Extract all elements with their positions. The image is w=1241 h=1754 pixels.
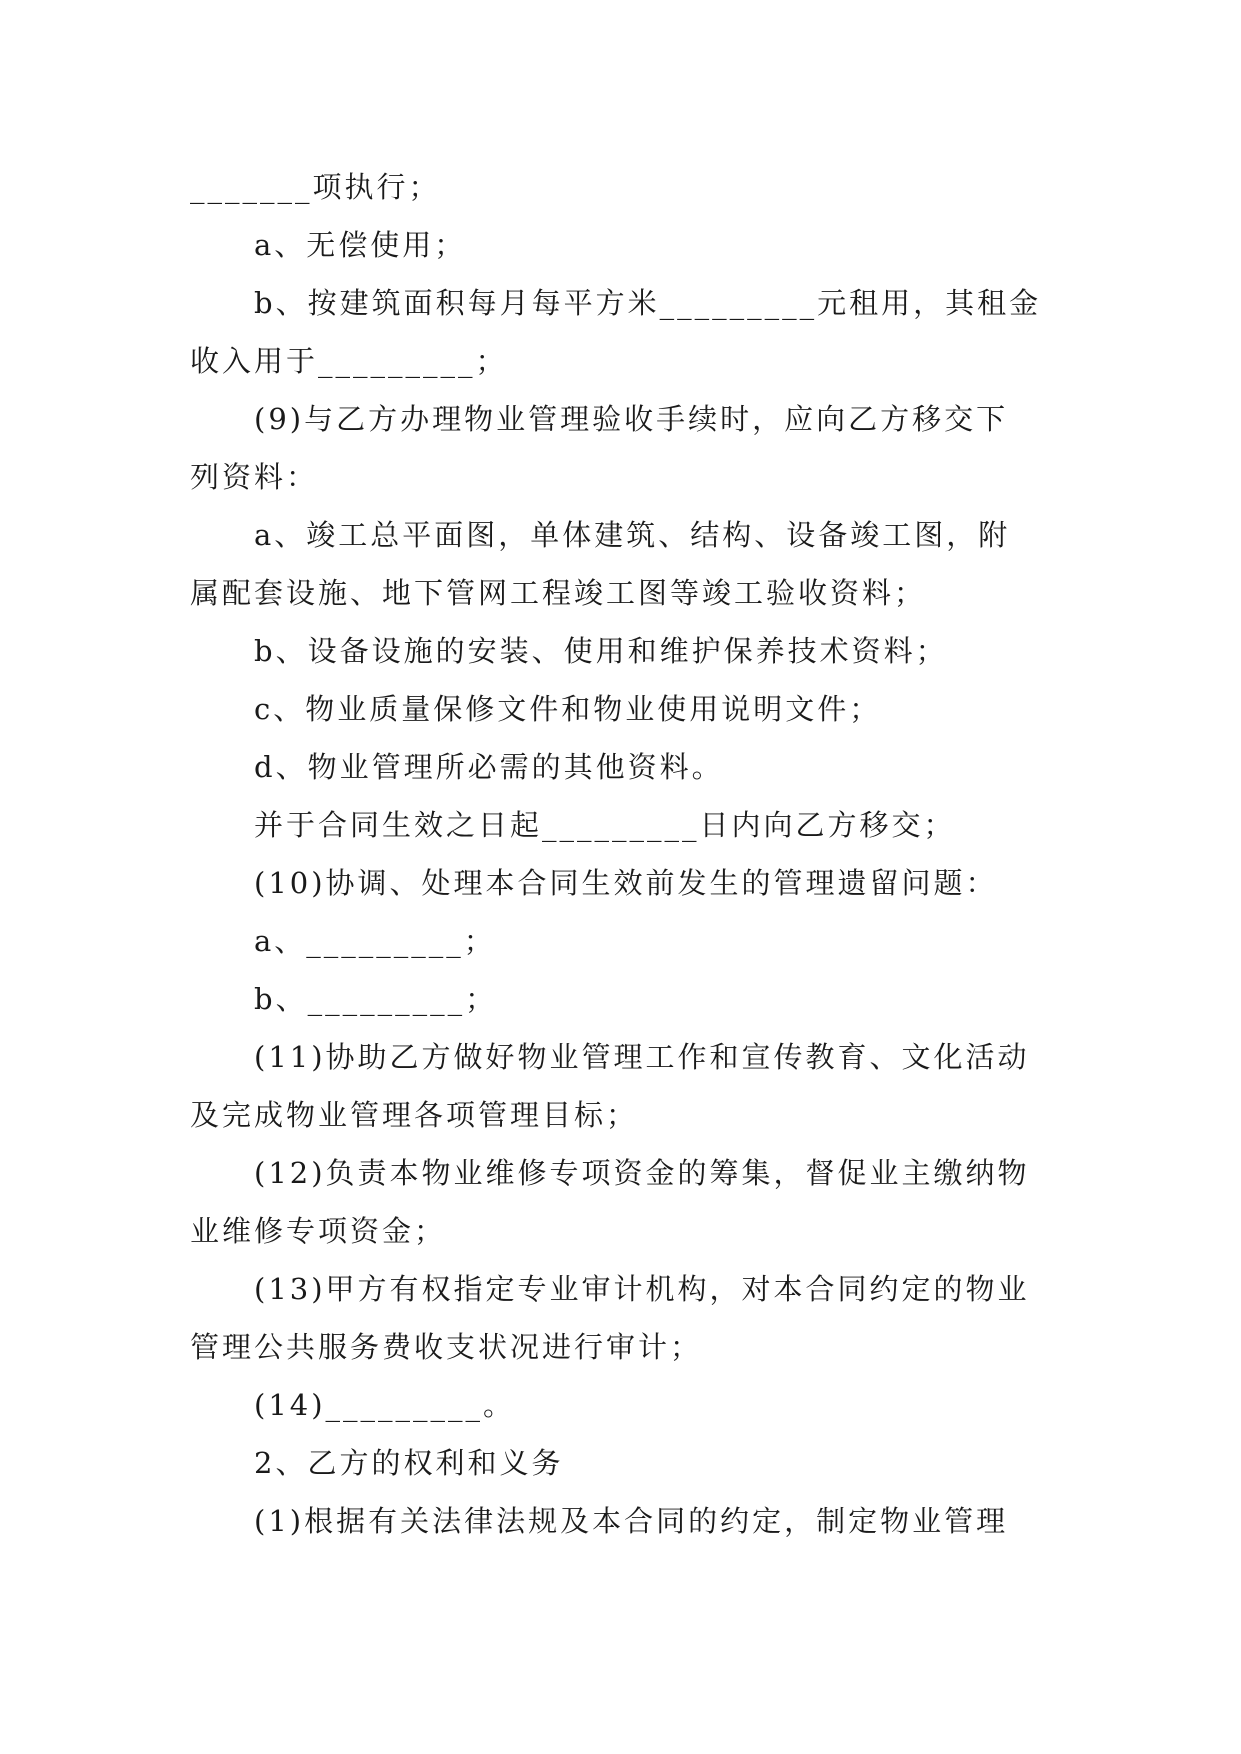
- text-line: 属配套设施、地下管网工程竣工图等竣工验收资料；: [190, 576, 927, 610]
- text-line: _______项执行；: [190, 170, 441, 204]
- text-line: a、无偿使用；: [254, 228, 467, 262]
- text-line: b、按建筑面积每月每平方米_________元租用，其租金: [254, 286, 1042, 320]
- text-line: (9)与乙方办理物业管理验收手续时，应向乙方移交下: [254, 402, 1009, 436]
- text-line: (1)根据有关法律法规及本合同的约定，制定物业管理: [254, 1504, 1009, 1538]
- text-line: a、竣工总平面图，单体建筑、结构、设备竣工图，附: [254, 518, 1011, 552]
- text-line: d、物业管理所必需的其他资料。: [254, 750, 724, 784]
- text-line: (14)_________。: [254, 1388, 516, 1422]
- document-body: [190, 158, 1050, 1550]
- text-line: 并于合同生效之日起_________日内向乙方移交；: [254, 808, 956, 842]
- text-line: c、物业质量保修文件和物业使用说明文件；: [254, 692, 882, 726]
- text-line: 业维修专项资金；: [190, 1214, 447, 1248]
- text-line: 管理公共服务费收支状况进行审计；: [190, 1330, 703, 1364]
- text-line: 2、乙方的权利和义务: [254, 1446, 564, 1480]
- text-line: b、设备设施的安装、使用和维护保养技术资料；: [254, 634, 948, 668]
- text-line: 收入用于_________；: [190, 344, 508, 378]
- text-line: b、_________；: [254, 982, 498, 1016]
- text-line: (10)协调、处理本合同生效前发生的管理遗留问题：: [254, 866, 998, 900]
- text-line: 及完成物业管理各项管理目标；: [190, 1098, 639, 1132]
- text-line: a、_________；: [254, 924, 496, 958]
- text-line: (12)负责本物业维修专项资金的筹集，督促业主缴纳物: [254, 1156, 1030, 1190]
- text-line: (13)甲方有权指定专业审计机构，对本合同约定的物业: [254, 1272, 1030, 1306]
- text-line: (11)协助乙方做好物业管理工作和宣传教育、文化活动: [254, 1040, 1030, 1074]
- text-line: 列资料：: [190, 460, 319, 494]
